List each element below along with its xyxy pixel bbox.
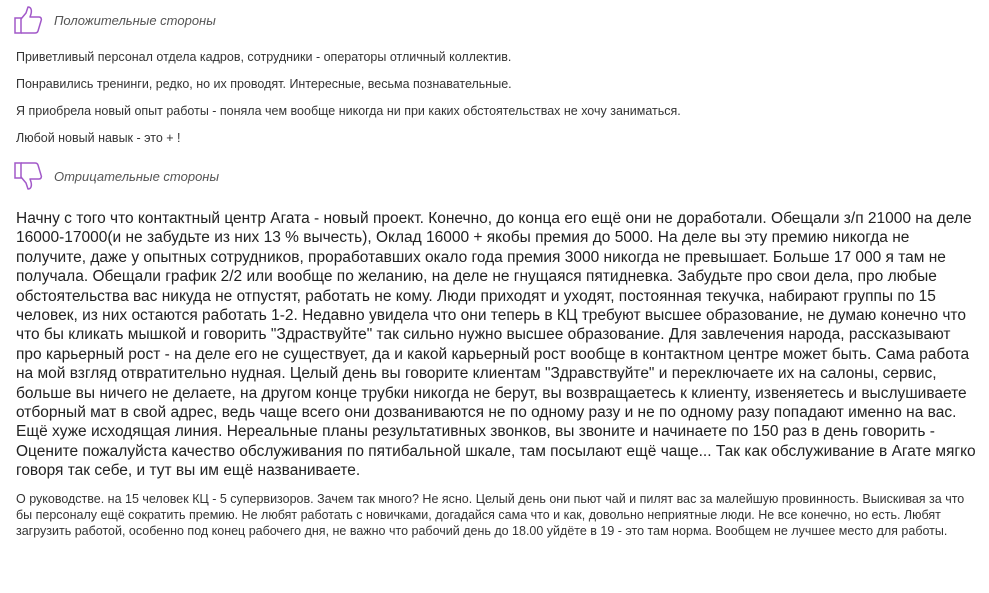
positive-section-title: Положительные стороны: [54, 12, 216, 28]
thumbs-up-icon: [12, 4, 44, 36]
positive-line: Я приобрела новый опыт работы - поняла чем вообще никогда ни при каких обстоятельствах не хочу заниматься.: [16, 104, 681, 118]
negative-main-text: Начну с того что контактный центр Агата - новый проект. Конечно, до конца его ещё они не доработали. Обещали з/п 21000 на деле 16000-17000(и не забудьте из них 13 % вычесть), Оклад 16000 + якобы премия до 5000. На деле вы эту премию никогда не получите, даже у опытных сотрудников, проработавших окало года премия 3000 никогда не превышает. Больше 17 000 я там не получала. Обещали график 2/2 или вообще по желанию, на деле не гнущаяся пятидневка. Забудьте про свои дела, про любые обстоятельства вас никуда не отпустят, работать не кому. Люди приходят и уходят, постоянная текучка, набирают группы по 15 человек, из них остаются работать 1-2. Недавно увидела что они теперь в КЦ требуют высшее образование, не думаю конечно что что бы кликать мышкой и говорить "Здраствуйте" так сильно нужно высшее образование. Для завлечения народа, рассказывают про карьерный рост - на деле его не существует, да и какой карьерный рост вообще в контактном центре может быть. Сама работа на мой взгляд отвратительно нудная. Целый день вы говорите клиентам "Здравствуйте" и переключаете их на салоны, сервис, больше вы ничего не делаете, на другом конце трубки никогда не берут, вы возвращаетесь к клиенту, извеняетесь и выслушиваете отборный мат в свой адрес, ведь чаще всего они дозваниваются не по одному разу и не по одному разу попадают именно на вас. Ещё хуже исходящая линия. Нереальные планы результативных звонков, вы звоните и начинаете по 150 раз в день говорить - Оцените пожалуйста качество обслуживания по пятибальной шкале, там посылают ещё чаще... Так как обслуживание в Агате мягко говоря так себе, и тут вы им ещё названиваете.: [16, 210, 976, 480]
negative-section-title: Отрицательные стороны: [54, 168, 220, 184]
positive-line: Любой новый навык - это + !: [16, 131, 181, 145]
negative-section-header: [12, 160, 219, 192]
thumbs-down-icon: [12, 160, 44, 192]
positive-section-header: [12, 4, 216, 36]
positive-line: Приветливый персонал отдела кадров, сотрудники - операторы отличный коллектив.: [16, 50, 512, 64]
management-text: О руководстве. на 15 человек КЦ - 5 супервизоров. Зачем так много? Не ясно. Целый день они пьют чай и пилят вас за малейшую провинность. Выискивая за что бы персоналу ещё сократить премию. Не любят работать с новичками, догадайся сама что и как, довольно неприятные люди. Не все конечно, но есть. Любят загрузить работой, особенно под конец рабочего дня, не важно что рабочий день до 18.00 уйдёте в 19 - это там норма. Вообщем не лучшее место для работы.: [16, 492, 965, 539]
positive-line: Понравились тренинги, редко, но их проводят. Интересные, весьма познавательные.: [16, 77, 512, 91]
